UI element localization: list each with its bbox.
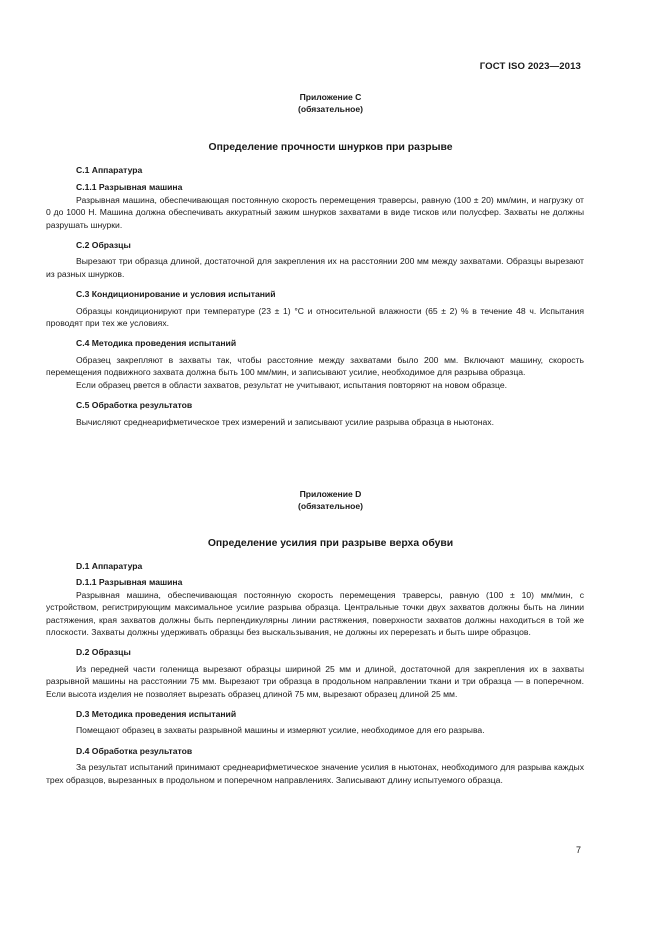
section-c3-text: Образцы кондиционируют при температуре (23 ± 1) °С и относительной влажности (65 ± 2) % в течение 48 ч. Испытания проводят при тех же условиях. (46, 305, 584, 329)
section-c5-text: Вычисляют среднеарифметическое трех измерений и записывают усилие разрыва образца в ньютонах. (76, 416, 494, 427)
appendix-c-label: Приложение С (299, 92, 362, 102)
appendix-d-heading (0, 488, 661, 512)
section-c3-heading: С.3 Кондиционирование и условия испытаний (76, 289, 276, 300)
section-c2-text: Вырезают три образца длиной, достаточной для закрепления их на расстоянии 200 мм между захватами. Образцы вырезают из разных шнурков. (46, 256, 584, 279)
section-c11-text: Разрывная машина, обеспечивающая постоянную скорость перемещения траверсы, равную (100 ± 20) мм/мин, и нагрузку от 0 до 1000 Н. Машина должна обеспечивать аккуратный зажим шнурков захватами в виде тисков или полусфер. Захваты не должны разрушать шнурки. (46, 194, 584, 230)
section-c2-heading: С.2 Образцы (76, 240, 131, 251)
section-c11-heading: С.1.1 Разрывная машина (76, 182, 183, 193)
section-c4-text-1: Образец закрепляют в захваты так, чтобы расстояние между захватами было 200 мм. Включают машину, скорость перемещения подвижного захвата должна быть 100 мм/мин, и записывают усилие, необходимое для разрыва образца. (46, 354, 584, 378)
document-id-header: ГОСТ ISO 2023—2013 (479, 61, 581, 72)
appendix-c-status: (обязательное) (297, 104, 364, 114)
section-c1-heading: С.1 Аппаратура (76, 165, 143, 175)
appendix-d-status: (обязательное) (297, 501, 364, 511)
appendix-d-label: Приложение D (299, 489, 362, 499)
section-d11-text: Разрывная машина, обеспечивающая постоянную скорость перемещения траверсы, равную (100 ± 10) мм/мин, с устройством, регистрирующим максимальное усилие разрыва образца. Центральные точки двух захватов должны быть на линии растяжения, края захватов должны быть перпендикулярны линии растяжения, поверхности захватов должны находиться в той же плоскости. Захваты должны удерживать образцы без выскальзывания, не должны их перерезать и быть шире образцов. (46, 589, 584, 638)
section-d1-heading: D.1 Аппаратура (76, 561, 143, 571)
appendix-c-title: Определение прочности шнурков при разрыве (208, 142, 453, 153)
page-number: 7 (575, 845, 581, 855)
section-d3-heading: D.3 Методика проведения испытаний (76, 709, 237, 720)
section-d4-text: За результат испытаний принимают среднеарифметическое значение усилия в ньютонах, необходимого для разрыва каждых трех образцов, вырезанных в продольном и поперечном направлениях. Записывают длину испытуемого образца. (46, 762, 584, 785)
appendix-d-body (46, 560, 584, 786)
section-d2-text: Из передней части голенища вырезают образцы шириной 25 мм и длиной, достаточной для закрепления их в захваты разрывной машины на расстоянии 75 мм. Вырезают три образца в продольном направлении ткани и три образца — в поперечном. Если высота изделия не позволяет вырезать образец длиной 75 мм, вырезают образец длиной 25 мм. (46, 663, 584, 699)
section-d2-heading: D.2 Образцы (76, 647, 131, 658)
section-c4-heading: С.4 Методика проведения испытаний (76, 338, 237, 349)
section-d3-text: Помещают образец в захваты разрывной машины и измеряют усилие, необходимое для его разрыва. (76, 725, 485, 736)
section-c5-heading: С.5 Обработка результатов (76, 400, 193, 411)
section-d11-heading: D.1.1 Разрывная машина (76, 577, 183, 588)
section-c4-text-2: Если образец рвется в области захватов, результат не учитывают, испытания повторяют на новом образце. (76, 379, 507, 390)
appendix-c-heading (0, 91, 661, 115)
appendix-d-title: Определение усилия при разрыве верха обуви (207, 538, 454, 549)
appendix-c-body (46, 164, 584, 428)
section-d4-heading: D.4 Обработка результатов (76, 745, 193, 756)
